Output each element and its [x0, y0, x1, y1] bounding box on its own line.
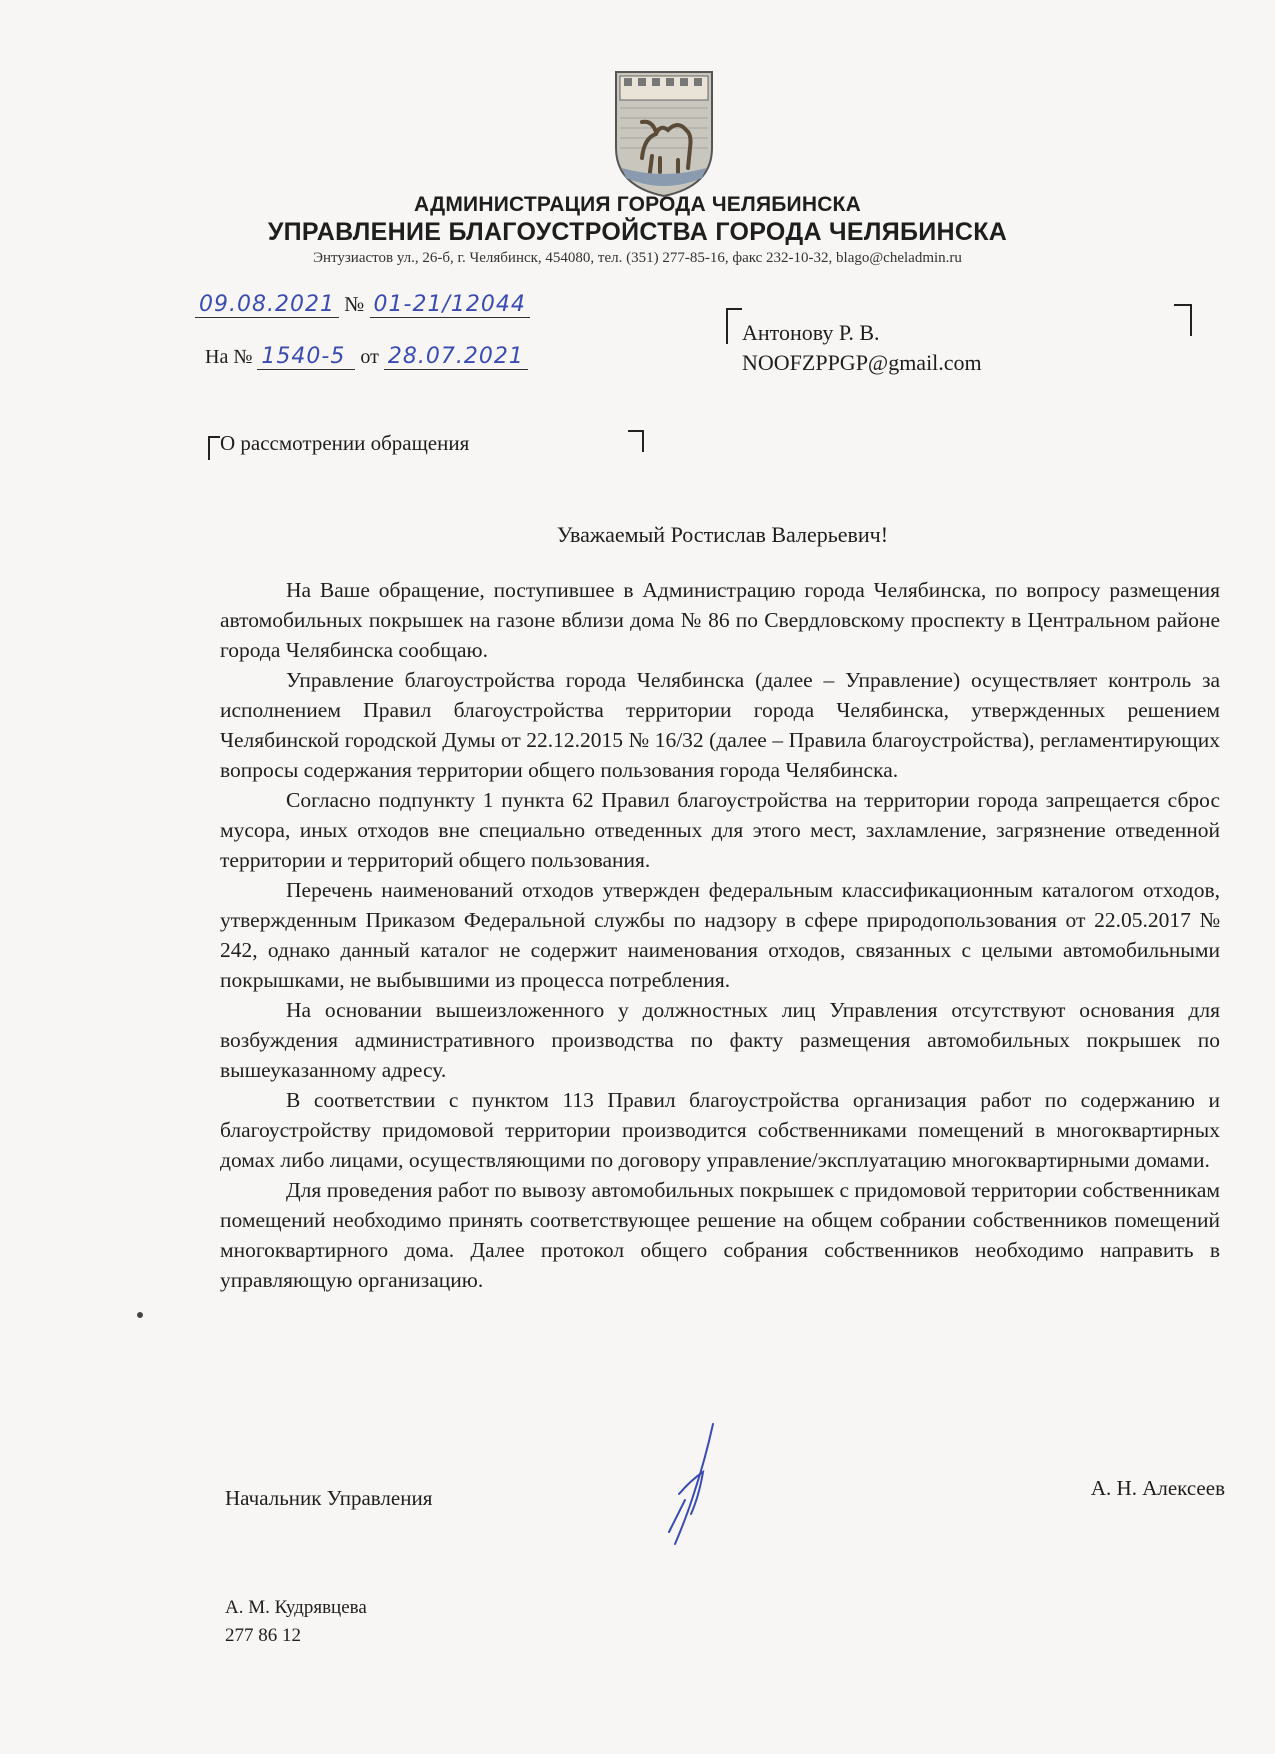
- department-name: УПРАВЛЕНИЕ БЛАГОУСТРОЙСТВА ГОРОДА ЧЕЛЯБИНСКА: [267, 218, 1008, 246]
- body-paragraph: Для проведения работ по вывозу автомобильных покрышек с придомовой территории собственникам помещений необходимо принять соответствующее решение на общем собрании собственников помещений многоквартирного дома. Далее протокол общего собрания собственников необходимо направить в управляющую организацию.: [220, 1178, 1220, 1292]
- subject-bracket-right: [628, 430, 644, 452]
- body-paragraph: На основании вышеизложенного у должностных лиц Управления отсутствуют основания для возбуждения административного производства по факту размещения автомобильных покрышек по вышеуказанному адресу.: [220, 998, 1220, 1082]
- organization-name: АДМИНИСТРАЦИЯ ГОРОДА ЧЕЛЯБИНСКА: [414, 193, 861, 216]
- recipient-name: Антонову Р. В.: [742, 320, 880, 345]
- letter-subject: О рассмотрении обращения: [220, 431, 470, 455]
- reply-date: 28.07.2021: [384, 344, 528, 370]
- letter-body: [220, 575, 1220, 1295]
- handwritten-signature-icon: [655, 1420, 735, 1550]
- letter-greeting: Уважаемый Ростислав Валерьевич!: [556, 522, 889, 547]
- reply-reference: [205, 344, 528, 370]
- subject-bracket-left: [208, 436, 220, 460]
- recipient-block: [742, 318, 982, 378]
- department-address: Энтузиастов ул., 26-б, г. Челябинск, 454080, тел. (351) 277-85-16, факс 232-10-32, blago@cheladmin.ru: [313, 250, 962, 266]
- body-paragraph: В соответствии с пунктом 113 Правил благоустройства организация работ по содержанию и благоустройству придомовой территории производится собственниками помещений в многоквартирных домах либо лицами, осуществляющими по договору управление/эксплуатацию многоквартирными домами.: [220, 1088, 1220, 1172]
- executor-block: [225, 1594, 367, 1650]
- recipient-bracket-right: [1174, 304, 1192, 336]
- number-label: №: [344, 292, 365, 316]
- outgoing-number: 01-21/12044: [370, 292, 530, 318]
- outgoing-date: 09.08.2021: [195, 292, 339, 318]
- recipient-email: NOOFZPPGP@gmail.com: [742, 350, 982, 375]
- reply-label: На №: [205, 346, 253, 368]
- body-paragraph: Согласно подпункту 1 пункта 62 Правил благоустройства на территории города запрещается сброс мусора, иных отходов вне специально отведенных для этого мест, захламление, загрязнение отведенной территории и территорий общего пользования.: [220, 788, 1220, 872]
- executor-name: А. М. Кудрявцева: [225, 1597, 367, 1618]
- recipient-bracket-left: [726, 308, 742, 344]
- coat-of-arms-icon: [612, 68, 716, 200]
- executor-phone: 277 86 12: [225, 1625, 301, 1646]
- reply-number: 1540-5: [257, 344, 355, 370]
- scan-mark: [137, 1312, 143, 1318]
- signer-name: А. Н. Алексеев: [1090, 1476, 1225, 1500]
- outgoing-registration: [195, 292, 530, 318]
- body-paragraph: На Ваше обращение, поступившее в Администрацию города Челябинска, по вопросу размещения автомобильных покрышек на газоне вблизи дома № 86 по Свердловскому проспекту в Центральном районе города Челябинска сообщаю.: [220, 578, 1220, 662]
- reply-from-label: от: [360, 346, 379, 368]
- signer-position: Начальник Управления: [225, 1486, 433, 1510]
- body-paragraph: Управление благоустройства города Челябинска (далее – Управление) осуществляет контроль за исполнением Правил благоустройства территории города Челябинска, утвержденных решением Челябинской городской Думы от 22.12.2015 № 16/32 (далее – Правила благоустройства), регламентирующих вопросы содержания территории общего пользования города Челябинска.: [220, 668, 1220, 782]
- body-paragraph: Перечень наименований отходов утвержден федеральным классификационным каталогом отходов, утвержденным Приказом Федеральной службы по надзору в сфере природопользования от 22.05.2017 № 242, однако данный каталог не содержит наименования отходов, связанных с целыми автомобильными покрышками, не выбывшими из процесса потребления.: [220, 878, 1220, 992]
